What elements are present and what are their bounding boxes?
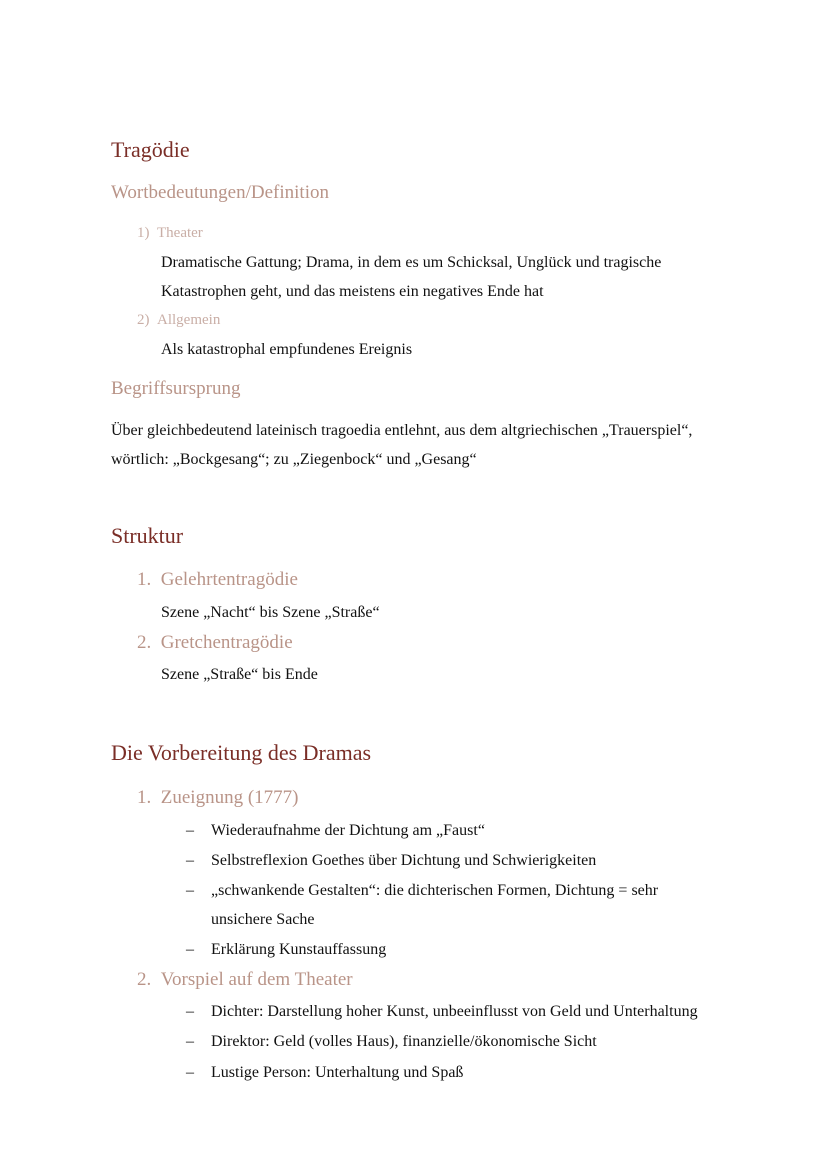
bullet-dash: – xyxy=(186,1064,194,1081)
item-label: Vorspiel auf dem Theater xyxy=(160,969,353,990)
heading-struktur: Struktur xyxy=(111,523,184,548)
item-number: 2. xyxy=(137,969,152,990)
definition-item-theater xyxy=(137,225,203,242)
item-label: Theater xyxy=(157,225,203,241)
item-number: 1. xyxy=(137,569,152,590)
struktur-text: Szene „Nacht“ bis Szene „Straße“ xyxy=(161,604,380,621)
bullet-dash: – xyxy=(186,882,194,899)
item-label: Zueignung (1777) xyxy=(160,787,299,808)
bullet-text: Erklärung Kunstauffassung xyxy=(211,941,387,958)
definition-text-line: Katastrophen geht, und das meistens ein negatives Ende hat xyxy=(161,283,544,300)
origin-text-line: Über gleichbedeutend lateinisch tragoedia entlehnt, aus dem altgriechischen „Trauerspiel“, xyxy=(111,422,693,439)
item-label: Gretchentragödie xyxy=(160,632,293,653)
vorbereitung-item-vorspiel xyxy=(137,969,353,991)
struktur-text: Szene „Straße“ bis Ende xyxy=(161,666,318,683)
item-label: Gelehrtentragödie xyxy=(160,569,298,590)
item-number: 1. xyxy=(137,787,152,808)
item-number: 2) xyxy=(137,312,150,328)
bullet-text: „schwankende Gestalten“: die dichterischen Formen, Dichtung = sehr xyxy=(211,882,659,899)
bullet-dash: – xyxy=(186,1033,194,1050)
definition-item-allgemein xyxy=(137,312,220,329)
bullet-text: Direktor: Geld (volles Haus), finanzielle/ökonomische Sicht xyxy=(211,1033,597,1050)
bullet-text: Lustige Person: Unterhaltung und Spaß xyxy=(211,1064,464,1081)
bullet-text: Selbstreflexion Goethes über Dichtung und Schwierigkeiten xyxy=(211,852,597,869)
bullet-dash: – xyxy=(186,1003,194,1020)
item-number: 1) xyxy=(137,225,150,241)
item-number: 2. xyxy=(137,632,152,653)
heading-definition: Wortbedeutungen/Definition xyxy=(111,182,329,203)
vorbereitung-item-zueignung xyxy=(137,787,298,809)
bullet-text: Dichter: Darstellung hoher Kunst, unbeeinflusst von Geld und Unterhaltung xyxy=(211,1003,698,1020)
heading-tragoedie: Tragödie xyxy=(111,137,190,162)
origin-text-line: wörtlich: „Bockgesang“; zu „Ziegenbock“ und „Gesang“ xyxy=(111,451,477,468)
heading-vorbereitung: Die Vorbereitung des Dramas xyxy=(111,740,372,765)
struktur-item-gelehrtentragoedie xyxy=(137,569,298,591)
struktur-item-gretchentragoedie xyxy=(137,632,293,654)
item-label: Allgemein xyxy=(157,312,221,328)
bullet-dash: – xyxy=(186,941,194,958)
bullet-text-continued: unsichere Sache xyxy=(211,911,315,928)
bullet-text: Wiederaufnahme der Dichtung am „Faust“ xyxy=(211,822,485,839)
definition-text-line: Dramatische Gattung; Drama, in dem es um Schicksal, Unglück und tragische xyxy=(161,254,662,271)
bullet-dash: – xyxy=(186,852,194,869)
heading-begriffsursprung: Begriffsursprung xyxy=(111,378,241,399)
definition-text-line: Als katastrophal empfundenes Ereignis xyxy=(161,341,413,358)
bullet-dash: – xyxy=(186,822,194,839)
